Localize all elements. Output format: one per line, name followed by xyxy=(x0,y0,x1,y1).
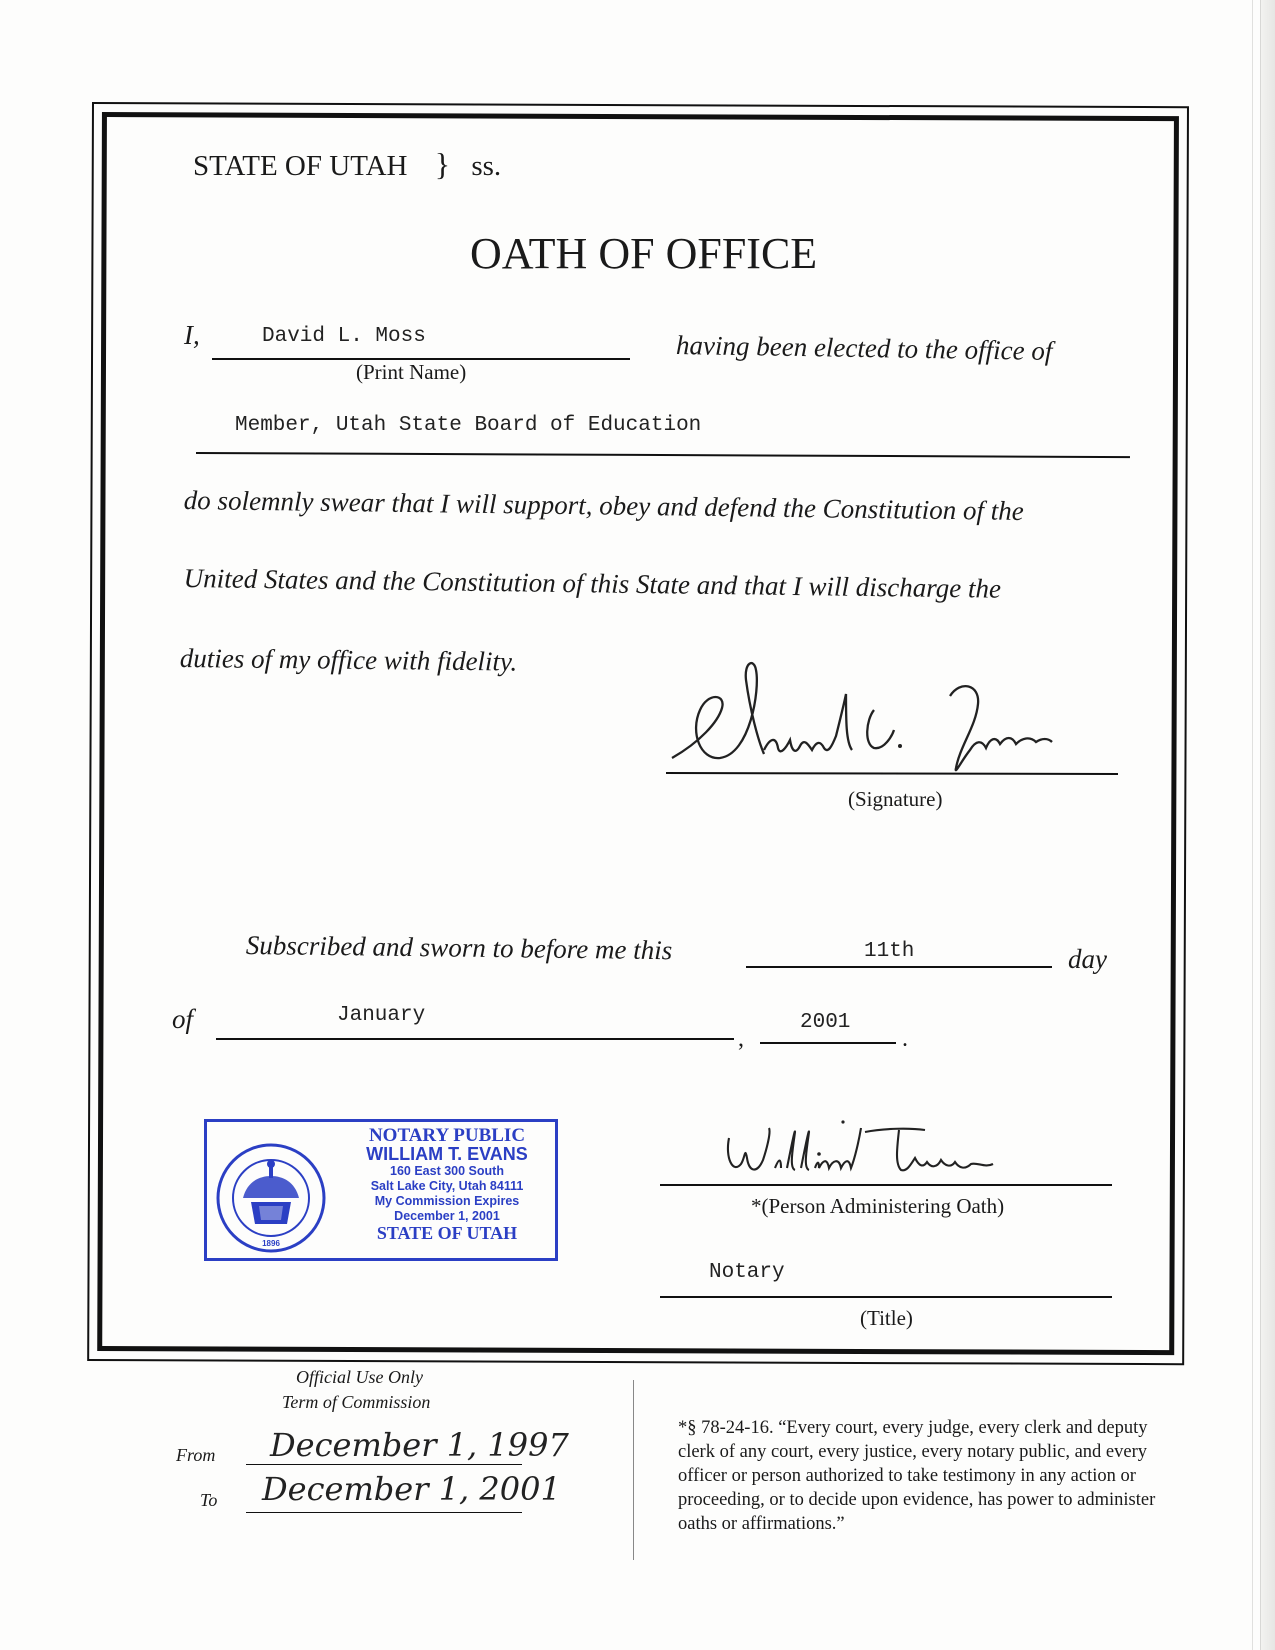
year-line xyxy=(760,1042,896,1044)
administrator-caption: *(Person Administering Oath) xyxy=(751,1194,1005,1218)
of-label: of xyxy=(172,1004,194,1034)
to-label: To xyxy=(200,1490,218,1510)
document-title: OATH OF OFFICE xyxy=(470,229,818,278)
stamp-line-4: Salt Lake City, Utah 84111 xyxy=(370,1179,524,1193)
state-name: STATE OF UTAH xyxy=(193,150,408,182)
page-edge-line xyxy=(1252,0,1253,1650)
state-heading xyxy=(193,146,501,183)
day-line xyxy=(746,966,1052,968)
stamp-text xyxy=(347,1126,547,1243)
title-caption: (Title) xyxy=(860,1306,913,1330)
year-value: 2001 xyxy=(800,1011,851,1034)
oath-body-line-1: do solemnly swear that I will support, obey and defend the Constitution of the xyxy=(183,485,1024,526)
oath-body-line-2: United States and the Constitution of this State and that I will discharge the xyxy=(183,563,1002,604)
page-edge xyxy=(1260,0,1275,1650)
i-label: I, xyxy=(184,320,200,350)
to-line xyxy=(246,1512,522,1513)
period: . xyxy=(902,1026,908,1052)
state-seal-icon xyxy=(215,1142,327,1254)
oath-body-line-3: duties of my office with fidelity. xyxy=(179,643,518,677)
office-name: Member, Utah State Board of Education xyxy=(235,414,702,437)
stamp-line-5: My Commission Expires xyxy=(374,1194,520,1208)
signature-caption: (Signature) xyxy=(848,787,943,811)
seal-year: 1896 xyxy=(262,1239,280,1248)
stamp-line-6: December 1, 2001 xyxy=(394,1209,500,1223)
ss-label: ss. xyxy=(471,150,502,182)
day-label: day xyxy=(1068,944,1107,974)
oath-taker-signature xyxy=(660,650,1120,780)
from-date: December 1, 1997 xyxy=(270,1426,569,1464)
stamp-line-1: NOTARY PUBLIC xyxy=(368,1125,526,1146)
title-line xyxy=(660,1296,1112,1298)
stamp-line-2: WILLIAM T. EVANS xyxy=(366,1144,528,1164)
elected-text: having been elected to the office of xyxy=(675,330,1053,366)
stamp-line-7: STATE OF UTAH xyxy=(376,1223,518,1243)
stamp-line-3: 160 East 300 South xyxy=(390,1164,504,1178)
term-of-commission-label: Term of Commission xyxy=(282,1392,431,1412)
official-use-label: Official Use Only xyxy=(296,1367,423,1387)
printed-name: David L. Moss xyxy=(262,325,426,348)
print-name-caption: (Print Name) xyxy=(356,360,467,384)
administrator-signature xyxy=(715,1118,1015,1188)
to-date: December 1, 2001 xyxy=(262,1470,561,1508)
administrator-signature-line xyxy=(660,1184,1112,1186)
administrator-title-value: Notary xyxy=(709,1261,785,1284)
notary-stamp xyxy=(204,1119,558,1261)
comma: , xyxy=(738,1026,744,1052)
month-line xyxy=(216,1038,734,1040)
day-value: 11th xyxy=(864,940,915,963)
statute-footnote: *§ 78-24-16. “Every court, every judge, every clerk and deputy clerk of any court, every justice, every notary public, and every officer or person authorized to take testimony in any action or proceeding, or to decide upon evidence, has power to administer oaths or affirmations.” xyxy=(678,1418,1156,1534)
from-label: From xyxy=(176,1445,216,1465)
from-line xyxy=(246,1464,522,1465)
month-value: January xyxy=(337,1004,426,1027)
subscribed-text: Subscribed and sworn to before me this xyxy=(245,930,673,966)
footer-divider xyxy=(633,1380,634,1560)
brace: } xyxy=(434,146,451,182)
